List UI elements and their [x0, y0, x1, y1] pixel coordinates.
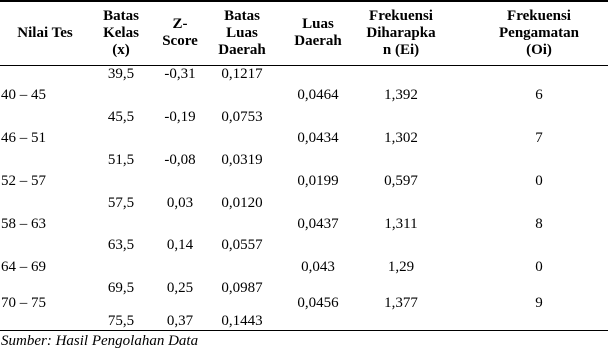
- boundary-area: 0,0753: [221, 109, 263, 125]
- boundary-z: 0,14: [166, 237, 194, 253]
- header-batas-kelas-line1: Batas: [103, 7, 139, 24]
- boundary-area: 0,0120: [221, 195, 263, 211]
- header-frek-amat-line2: Pengamatan: [499, 24, 579, 41]
- class-nilai: 46 – 51: [1, 130, 46, 146]
- class-ei: 1,392: [384, 87, 418, 103]
- class-oi: 6: [535, 87, 543, 103]
- class-ei: 1,311: [384, 216, 418, 232]
- header-batas-luas-line1: Batas: [224, 7, 260, 24]
- header-luas-daerah-line1: Luas: [302, 16, 334, 32]
- class-oi: 0: [535, 173, 543, 189]
- boundary-x: 39,5: [107, 66, 135, 82]
- table-bottom-rule: [0, 330, 608, 331]
- class-nilai: 64 – 69: [1, 259, 46, 275]
- header-nilai-tes-label: Nilai Tes: [17, 24, 73, 41]
- boundary-area: 0,1217: [221, 66, 263, 82]
- boundary-x: 45,5: [107, 109, 135, 125]
- boundary-x: 57,5: [107, 195, 135, 211]
- header-batas-luas-line2: Luas: [226, 24, 258, 41]
- class-oi: 8: [535, 216, 543, 232]
- class-luas: 0,0456: [297, 295, 339, 311]
- class-nilai: 70 – 75: [1, 295, 46, 311]
- header-frek-amat-line3: (Oi): [526, 41, 552, 58]
- class-nilai: 52 – 57: [1, 173, 46, 189]
- boundary-x: 63,5: [107, 237, 135, 253]
- class-luas: 0,043: [301, 259, 335, 275]
- class-ei: 0,597: [384, 173, 418, 189]
- class-nilai: 58 – 63: [1, 216, 46, 232]
- boundary-x: 75,5: [107, 313, 135, 329]
- class-luas: 0,0199: [297, 173, 339, 189]
- header-batas-luas-daerah: [208, 2, 276, 64]
- header-batas-kelas-line2: Kelas: [103, 24, 139, 41]
- boundary-area: 0,1443: [221, 313, 263, 329]
- class-oi: 0: [535, 259, 543, 275]
- header-frek-amat-line1: Frekuensi: [507, 7, 571, 24]
- boundary-z: -0,19: [164, 109, 196, 125]
- header-z-score: [152, 2, 208, 64]
- class-oi: 7: [535, 130, 543, 146]
- header-frek-harap-line1: Frekuensi: [369, 7, 433, 24]
- class-luas: 0,0437: [297, 216, 339, 232]
- header-batas-kelas: [90, 2, 152, 64]
- boundary-z: 0,37: [166, 313, 194, 329]
- header-luas-daerah: [286, 2, 350, 64]
- boundary-x: 69,5: [107, 280, 135, 296]
- header-z-score-line2: Score: [162, 33, 198, 49]
- class-ei: 1,302: [384, 130, 418, 146]
- header-nilai-tes: [0, 2, 90, 64]
- class-nilai: 40 – 45: [1, 87, 46, 103]
- class-ei: 1,29: [387, 259, 415, 275]
- header-frek-harap-line3: n (Ei): [382, 41, 420, 58]
- boundary-z: 0,25: [166, 280, 194, 296]
- boundary-z: -0,08: [164, 152, 196, 168]
- boundary-z: -0,31: [164, 66, 196, 82]
- header-z-score-line1: Z-: [172, 16, 188, 32]
- boundary-x: 51,5: [107, 152, 135, 168]
- boundary-z: 0,03: [166, 195, 194, 211]
- class-ei: 1,377: [384, 295, 418, 311]
- class-oi: 9: [535, 295, 543, 311]
- class-luas: 0,0434: [297, 130, 339, 146]
- header-frek-harap-line2: Diharapka: [366, 24, 436, 41]
- header-batas-luas-line3: Daerah: [218, 41, 266, 58]
- header-frekuensi-pengamatan: [470, 2, 608, 64]
- boundary-area: 0,0987: [221, 280, 263, 296]
- boundary-area: 0,0319: [221, 152, 263, 168]
- header-luas-daerah-line2: Daerah: [294, 33, 342, 49]
- header-batas-kelas-line3: (x): [112, 41, 130, 58]
- class-luas: 0,0464: [297, 87, 339, 103]
- source-caption: Sumber: Hasil Pengolahan Data: [1, 333, 199, 349]
- header-frekuensi-diharapkan: [350, 2, 452, 64]
- boundary-area: 0,0557: [221, 237, 263, 253]
